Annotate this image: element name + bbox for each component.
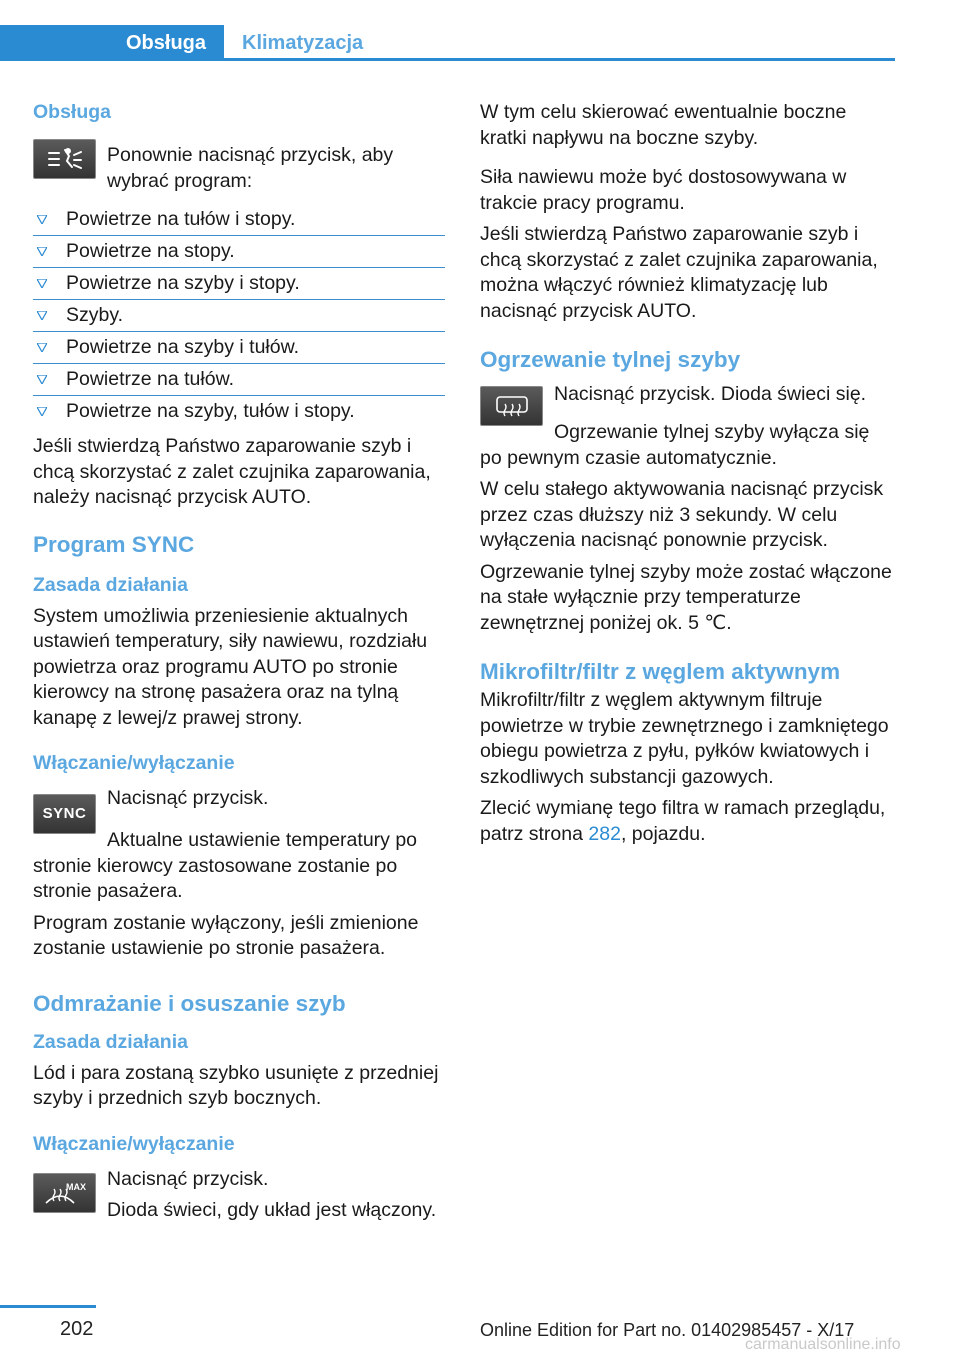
right-column	[480, 100, 895, 853]
filter-p2: Zlecić wymianę tego filtra w ramach przeglądu, patrz strona 282, pojazdu.	[480, 797, 886, 845]
program-list	[33, 206, 448, 430]
list-divider	[33, 363, 445, 364]
triangle-bullet-icon	[37, 215, 47, 224]
edition-info: Online Edition for Part no. 01402985457 - X/17	[480, 1320, 855, 1340]
tab-klimatyzacja[interactable]: Klimatyzacja	[224, 25, 895, 61]
rear-window-heating-button-icon	[480, 386, 543, 426]
list-item: Powietrze na tułów.	[33, 366, 448, 398]
sync-principle-heading: Zasada działania	[33, 573, 188, 596]
page-number: 202	[60, 1318, 94, 1340]
triangle-bullet-icon	[37, 407, 47, 416]
rear-press-text	[554, 382, 866, 414]
page-link-282[interactable]: 282	[588, 822, 621, 845]
svg-text:MAX: MAX	[65, 1181, 86, 1192]
sync-button-icon: SYNC	[33, 794, 96, 834]
filter-p1: Mikrofiltr/filtr z węglem aktywnym filtruje powietrze w trybie zewnętrznego i zamkniętego obiegu powietrza z pyłu, pyłków kwiatowych i szkodliwych substancji gazowych.	[480, 689, 889, 788]
max-button-block	[33, 1163, 448, 1230]
header-tabs	[0, 25, 895, 61]
rear-title: Ogrzewanie tylnej szyby	[480, 347, 741, 372]
list-item: Szyby.	[33, 302, 448, 334]
list-divider	[33, 267, 445, 268]
triangle-bullet-icon	[37, 311, 47, 320]
para-auto: Jeśli stwierdzą Państwo zaparowanie szyb i chcą skorzystać z zalet czujnika zaparowania, należy nacisnąć przycisk AUTO.	[33, 435, 431, 508]
defrost-onoff-heading: Włączanie/wyłączanie	[33, 1132, 235, 1155]
list-item: Powietrze na tułów i stopy.	[33, 206, 448, 238]
obsluga-intro: Ponownie nacisnąć przycisk, aby wybrać program:	[107, 144, 394, 192]
sync-press-text	[107, 786, 268, 818]
defrost-principle: Lód i para zostaną szybko usunięte z przedniej szyby i przednich szyb bocznych.	[33, 1061, 439, 1109]
list-divider	[33, 235, 445, 236]
list-divider	[33, 331, 445, 332]
max-text	[107, 1167, 436, 1230]
program-intro-text	[107, 143, 448, 200]
sync-button-block	[33, 782, 448, 834]
max-defrost-button-icon	[33, 1173, 96, 1213]
list-item: Powietrze na szyby i tułów.	[33, 334, 448, 366]
air-distribution-button-icon	[33, 139, 96, 179]
list-divider	[33, 299, 445, 300]
sync-press2: Aktualne ustawienie temperatury po stronie kierowcy zastosowane zostanie po stronie pasażera.	[33, 829, 418, 902]
sync-press: Nacisnąć przycisk.	[107, 787, 269, 809]
list-divider	[33, 395, 445, 396]
defrost-led: Dioda świeci, gdy układ jest włączony.	[107, 1199, 437, 1221]
rear-perm: W celu stałego aktywowania nacisnąć przycisk przez czas dłuższy niż 3 sekundy. W celu wyłączenia nacisnąć ponownie przycisk.	[480, 478, 884, 551]
defrost-title: Odmrażanie i osuszanie szyb	[33, 990, 346, 1016]
rear-temp: Ogrzewanie tylnej szyby może zostać włączone na stałe wyłącznie przy temperaturze zewnętrznej poniżej ok. 5 ℃.	[480, 560, 892, 634]
left-column	[33, 100, 448, 1236]
sync-title: Program SYNC	[33, 531, 195, 557]
obsluga-heading: Obsługa	[33, 101, 112, 123]
right-p1: W tym celu skierować ewentualnie boczne kratki napływu na boczne szyby.	[480, 101, 847, 149]
triangle-bullet-icon	[37, 375, 47, 384]
sync-off: Program zostanie wyłączony, jeśli zmienione zostanie ustawienie po stronie pasażera.	[33, 911, 419, 959]
filter-title: Mikrofiltr/filtr z węglem aktywnym	[480, 659, 841, 684]
triangle-bullet-icon	[37, 247, 47, 256]
program-button-block	[33, 125, 448, 200]
rear-auto-off: Ogrzewanie tylnej szyby wyłącza się po pewnym czasie automatycznie.	[480, 421, 870, 469]
tab-obsluga[interactable]: Obsługa	[0, 25, 224, 61]
list-item: Powietrze na stopy.	[33, 238, 448, 270]
footer-line	[0, 1305, 96, 1308]
right-p2: Siła nawiewu może być dostosowywana w trakcie pracy programu.	[480, 166, 847, 214]
tab-underline	[224, 58, 895, 61]
list-item: Powietrze na szyby i stopy.	[33, 270, 448, 302]
rear-press: Nacisnąć przycisk. Dioda świeci się.	[554, 383, 867, 405]
defrost-principle-heading: Zasada działania	[33, 1030, 188, 1053]
triangle-bullet-icon	[37, 343, 47, 352]
defrost-press: Nacisnąć przycisk.	[107, 1167, 269, 1190]
watermark: carmanualsonline.info	[745, 1336, 901, 1353]
sync-onoff-heading: Włączanie/wyłączanie	[33, 752, 235, 774]
right-p3: Jeśli stwierdzą Państwo zaparowanie szyb i chcą skorzystać z zalet czujnika zaparowania, można włączyć również klimatyzację lub nacisnąć przycisk AUTO.	[480, 223, 878, 322]
sync-principle: System umożliwia przeniesienie aktualnych ustawień temperatury, siły nawiewu, rozdziału powietrza oraz programu AUTO po stronie kierowcy na stronę pasażera oraz na tylną kanapę z lewej/z prawej strony.	[33, 604, 428, 729]
list-item: Powietrze na szyby, tułów i stopy.	[33, 398, 448, 430]
triangle-bullet-icon	[37, 279, 47, 288]
